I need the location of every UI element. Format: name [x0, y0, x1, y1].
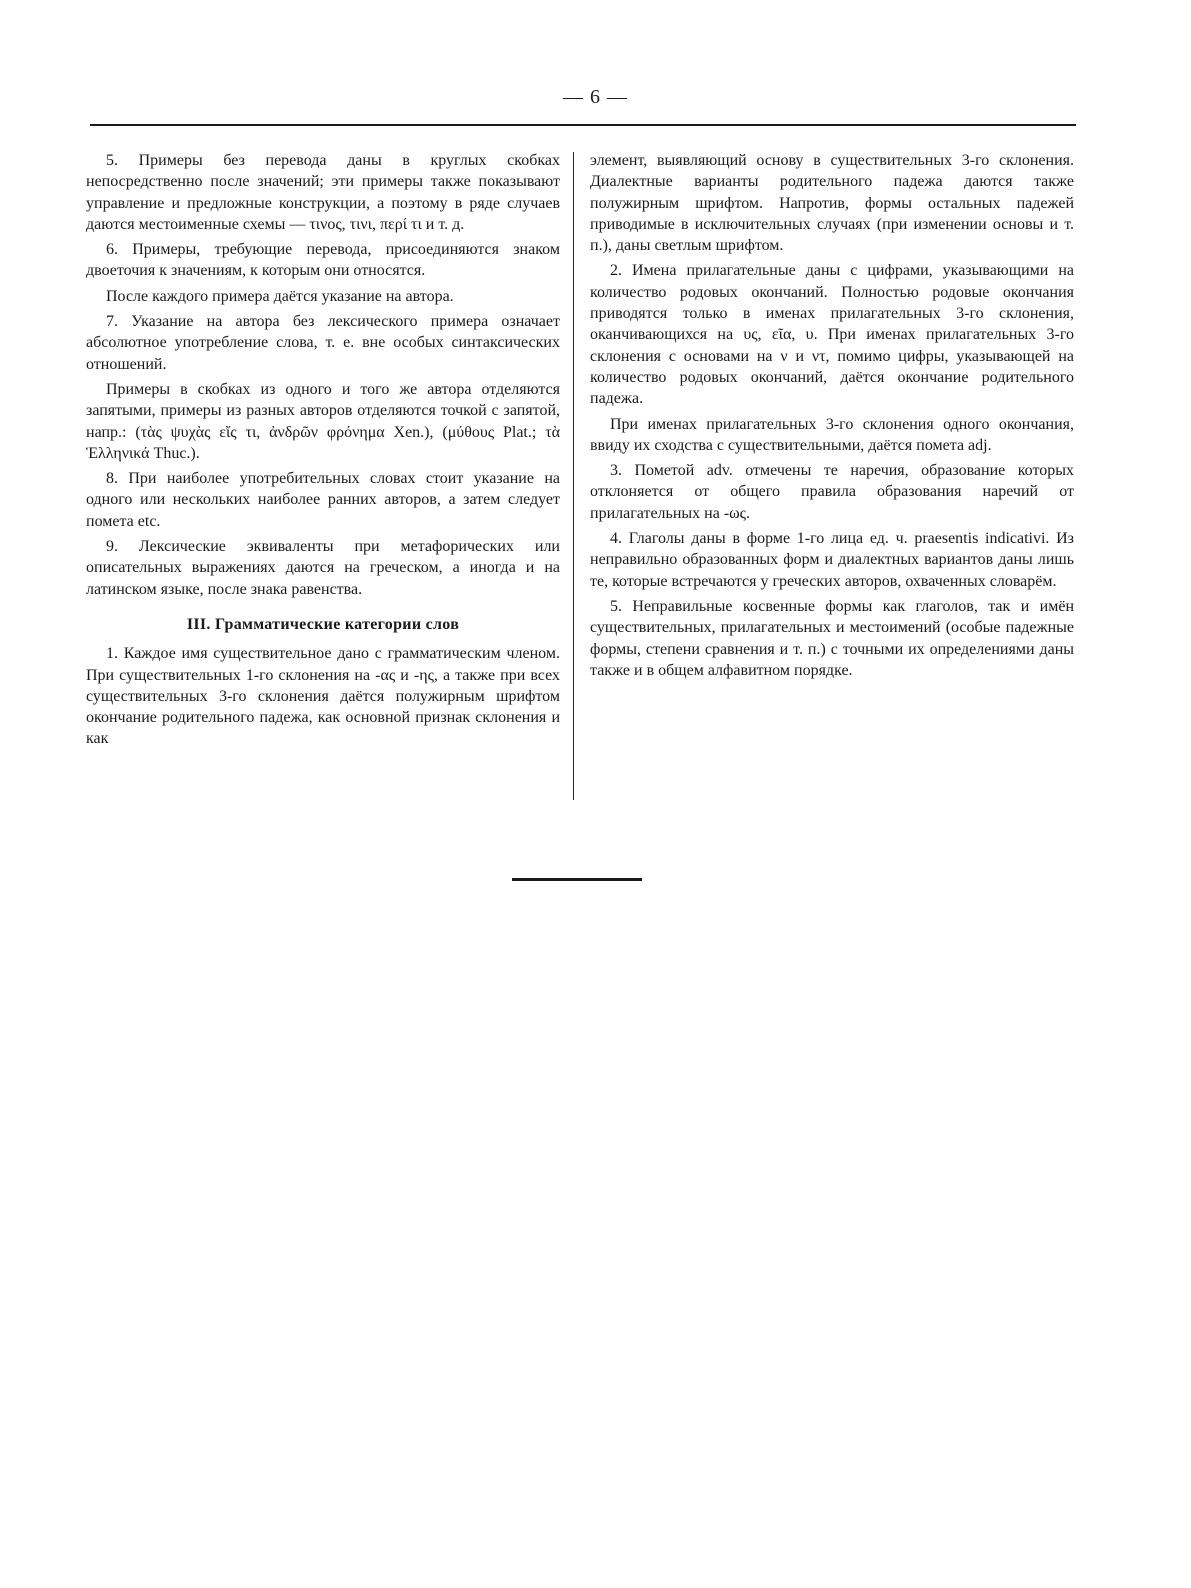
page-number: — 6 —	[563, 86, 628, 108]
grammar-rule-1-continuation: элемент, выявляющий основу в существительных 3-го склонения. Диалектные варианты родительного падежа даются также полужирным шрифтом. Напротив, формы остальных падежей приводимые в исключительных случаях (при изменении основы и т. п.), даны светлым шрифтом.	[590, 152, 1074, 255]
left-column	[86, 150, 560, 754]
rule-8-paragraph: 8. При наиболее употребительных словах стоит указание на одного или нескольких наиболее ранних авторов, а затем следует помета etc.	[86, 470, 560, 530]
section-heading: III. Грамматические категории слов	[186, 615, 460, 633]
grammar-rule-5-paragraph: 5. Неправильные косвенные формы как глаголов, так и имён существительных, прилагательных и местоимений (особые падежные формы, степени сравнения и т. п.) с точными их определениями даны также и в общем алфавитном порядке.	[590, 597, 1074, 679]
grammar-rule-2-paragraph: 2. Имена прилагательные даны с цифрами, указывающими на количество родовых окончаний. Полностью родовые окончания приводятся только в именах прилагательных 3-го склонения, оканчивающихся на υς, εῖα, υ. При именах прилагательных 3-го склонения с основами на ν и ντ, помимо цифры, указывающей на количество родовых окончаний, даётся окончание родительного падежа.	[590, 262, 1074, 408]
header-rule	[90, 124, 1076, 126]
grammar-rule-4-paragraph: 4. Глаголы даны в форме 1-го лица ед. ч. praesentis indicativi. Из неправильно образованных форм и диалектных вариантов даны лишь те, которые встречаются у греческих авторов, охваченных словарём.	[590, 530, 1074, 590]
right-column	[590, 150, 1074, 685]
column-divider	[573, 152, 574, 800]
rule-5-paragraph: 5. Примеры без перевода даны в круглых скобках непосредственно после значений; эти примеры также показывают управление и предложные конструкции, а поэтому в ряде случаев даются местоименные схемы — τινος, τινι, περί τι и т. д.	[86, 152, 560, 233]
grammar-rule-2-note-paragraph: При именах прилагательных 3-го склонения одного окончания, ввиду их сходства с существительными, даётся помета adj.	[590, 415, 1074, 454]
rule-9-paragraph: 9. Лексические эквиваленты при метафорических или описательных выражениях даются на греческом, а иногда и на латинском языке, после знака равенства.	[86, 538, 560, 598]
rule-7-paragraph: 7. Указание на автора без лексического примера означает абсолютное употребление слова, т. е. вне особых синтаксических отношений.	[86, 313, 560, 373]
grammar-rule-3-paragraph: 3. Пометой adv. отмечены те наречия, образование которых отклоняется от общего правила образования наречий от прилагательных на -ως.	[590, 462, 1074, 522]
rule-6-paragraph: 6. Примеры, требующие перевода, присоединяются знаком двоеточия к значениям, к которым они относятся.	[86, 241, 560, 280]
rule-7-examples-paragraph: Примеры в скобках из одного и того же автора отделяются запятыми, примеры из разных авторов отделяются точкой с запятой, напр.: (τὰς ψυχὰς εἴς τι, ἀνδρῶν φρόνημα Xen.), (μύθους Plat.; τὰ Ἑλληνικά Thuc.).	[86, 380, 560, 462]
rule-6-note-paragraph: После каждого примера даётся указание на автора.	[106, 287, 454, 305]
grammar-rule-1-paragraph: 1. Каждое имя существительное дано с грамматическим членом. При существительных 1-го склонения на -ας и -ης, а также при всех существительных 3-го склонения даётся полужирным шрифтом окончание родительного падежа, как основной признак склонения и как	[86, 645, 560, 748]
end-rule	[512, 878, 642, 881]
